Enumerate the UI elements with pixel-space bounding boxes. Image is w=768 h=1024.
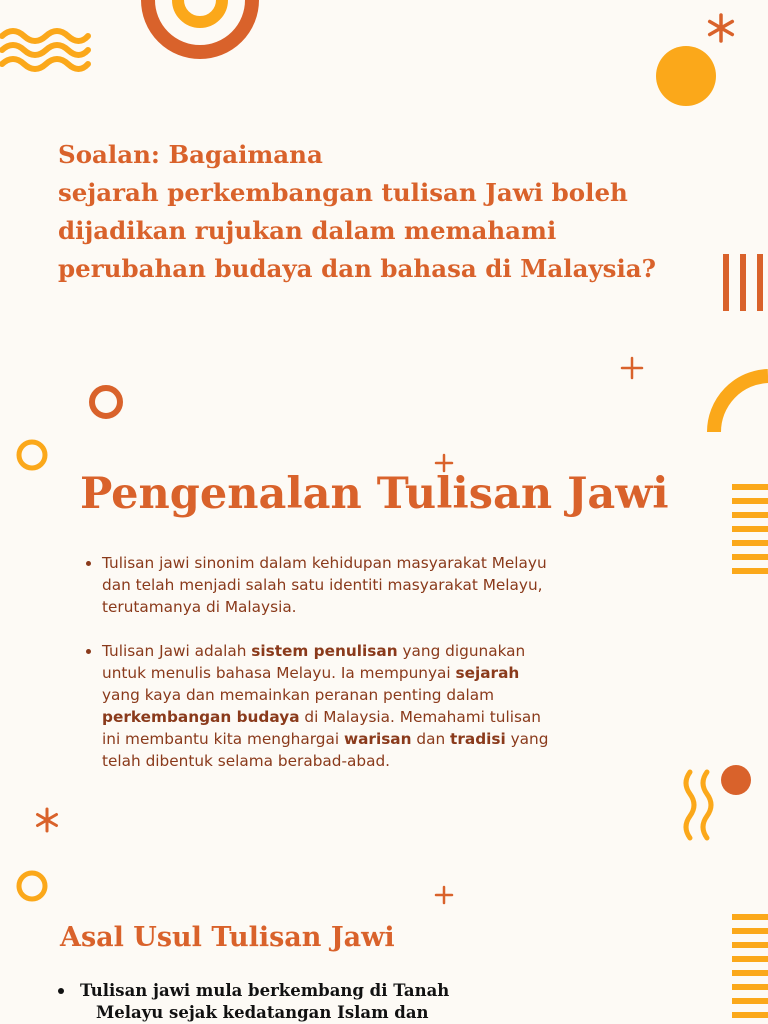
bold-term: sistem penulisan (251, 642, 398, 660)
bullet-list (56, 980, 516, 1024)
lines-icon (732, 484, 768, 574)
bullet-text: Tulisan Jawi adalah (102, 642, 252, 660)
bullet-text: Tulisan jawi sinonim dalam kehidupan masyarakat Melayu dan telah menjadi salah satu identiti masyarakat Melayu, terutamanya di Malaysia. (102, 554, 547, 616)
question-line: perubahan budaya dan bahasa di Malaysia? (58, 254, 657, 283)
asterisk-icon (38, 809, 57, 831)
lines-icon (723, 254, 763, 311)
bullet-text: dan (411, 730, 451, 748)
bold-term: warisan (343, 730, 412, 748)
slide-title: Asal Usul Tulisan Jawi (60, 922, 395, 953)
ring-icon (19, 442, 45, 468)
bullet-list (84, 552, 554, 794)
slide-pengenalan (0, 432, 768, 862)
ring-icon (714, 376, 768, 432)
slide-asal-usul (0, 862, 768, 1024)
bold-term: tradisi (450, 730, 506, 748)
ring-icon (92, 388, 120, 416)
circle-icon (721, 765, 751, 795)
bold-term: sejarah (455, 664, 520, 682)
slide-title: Pengenalan Tulisan Jawi (80, 469, 669, 519)
plus-icon (436, 887, 452, 903)
ring-icon (148, 0, 252, 52)
wave-icon (686, 772, 711, 838)
slide-question (0, 0, 768, 432)
question-line: Soalan: Bagaimana (58, 140, 323, 169)
bullet-text-line: Tulisan jawi mula berkembang di Tanah (80, 981, 450, 1000)
lines-icon (732, 914, 768, 1018)
wave-icon (2, 31, 88, 69)
bullet-text: yang telah dibentuk selama berabad-abad. (102, 730, 549, 770)
question-line: sejarah perkembangan tulisan Jawi boleh (58, 178, 628, 207)
asterisk-icon (710, 15, 733, 41)
bullet-text-line: Melayu sejak kedatangan Islam dan (96, 1003, 429, 1022)
bold-term: perkembangan budaya (102, 708, 300, 726)
question-line: dijadikan rujukan dalam memahami (58, 216, 557, 245)
bullet-text: yang kaya dan memainkan peranan penting dalam (102, 686, 494, 704)
circle-icon (656, 46, 716, 106)
list-item (84, 552, 554, 618)
list-item (56, 980, 516, 1024)
bullet-text: di Malaysia. Memahami tulisan ini membantu kita menghargai (102, 708, 541, 748)
list-item (84, 640, 554, 772)
question-text (58, 136, 698, 288)
bullet-text: yang digunakan untuk menulis bahasa Melayu. Ia mempunyai (102, 642, 526, 682)
ring-icon (19, 873, 45, 899)
plus-icon (622, 358, 642, 378)
